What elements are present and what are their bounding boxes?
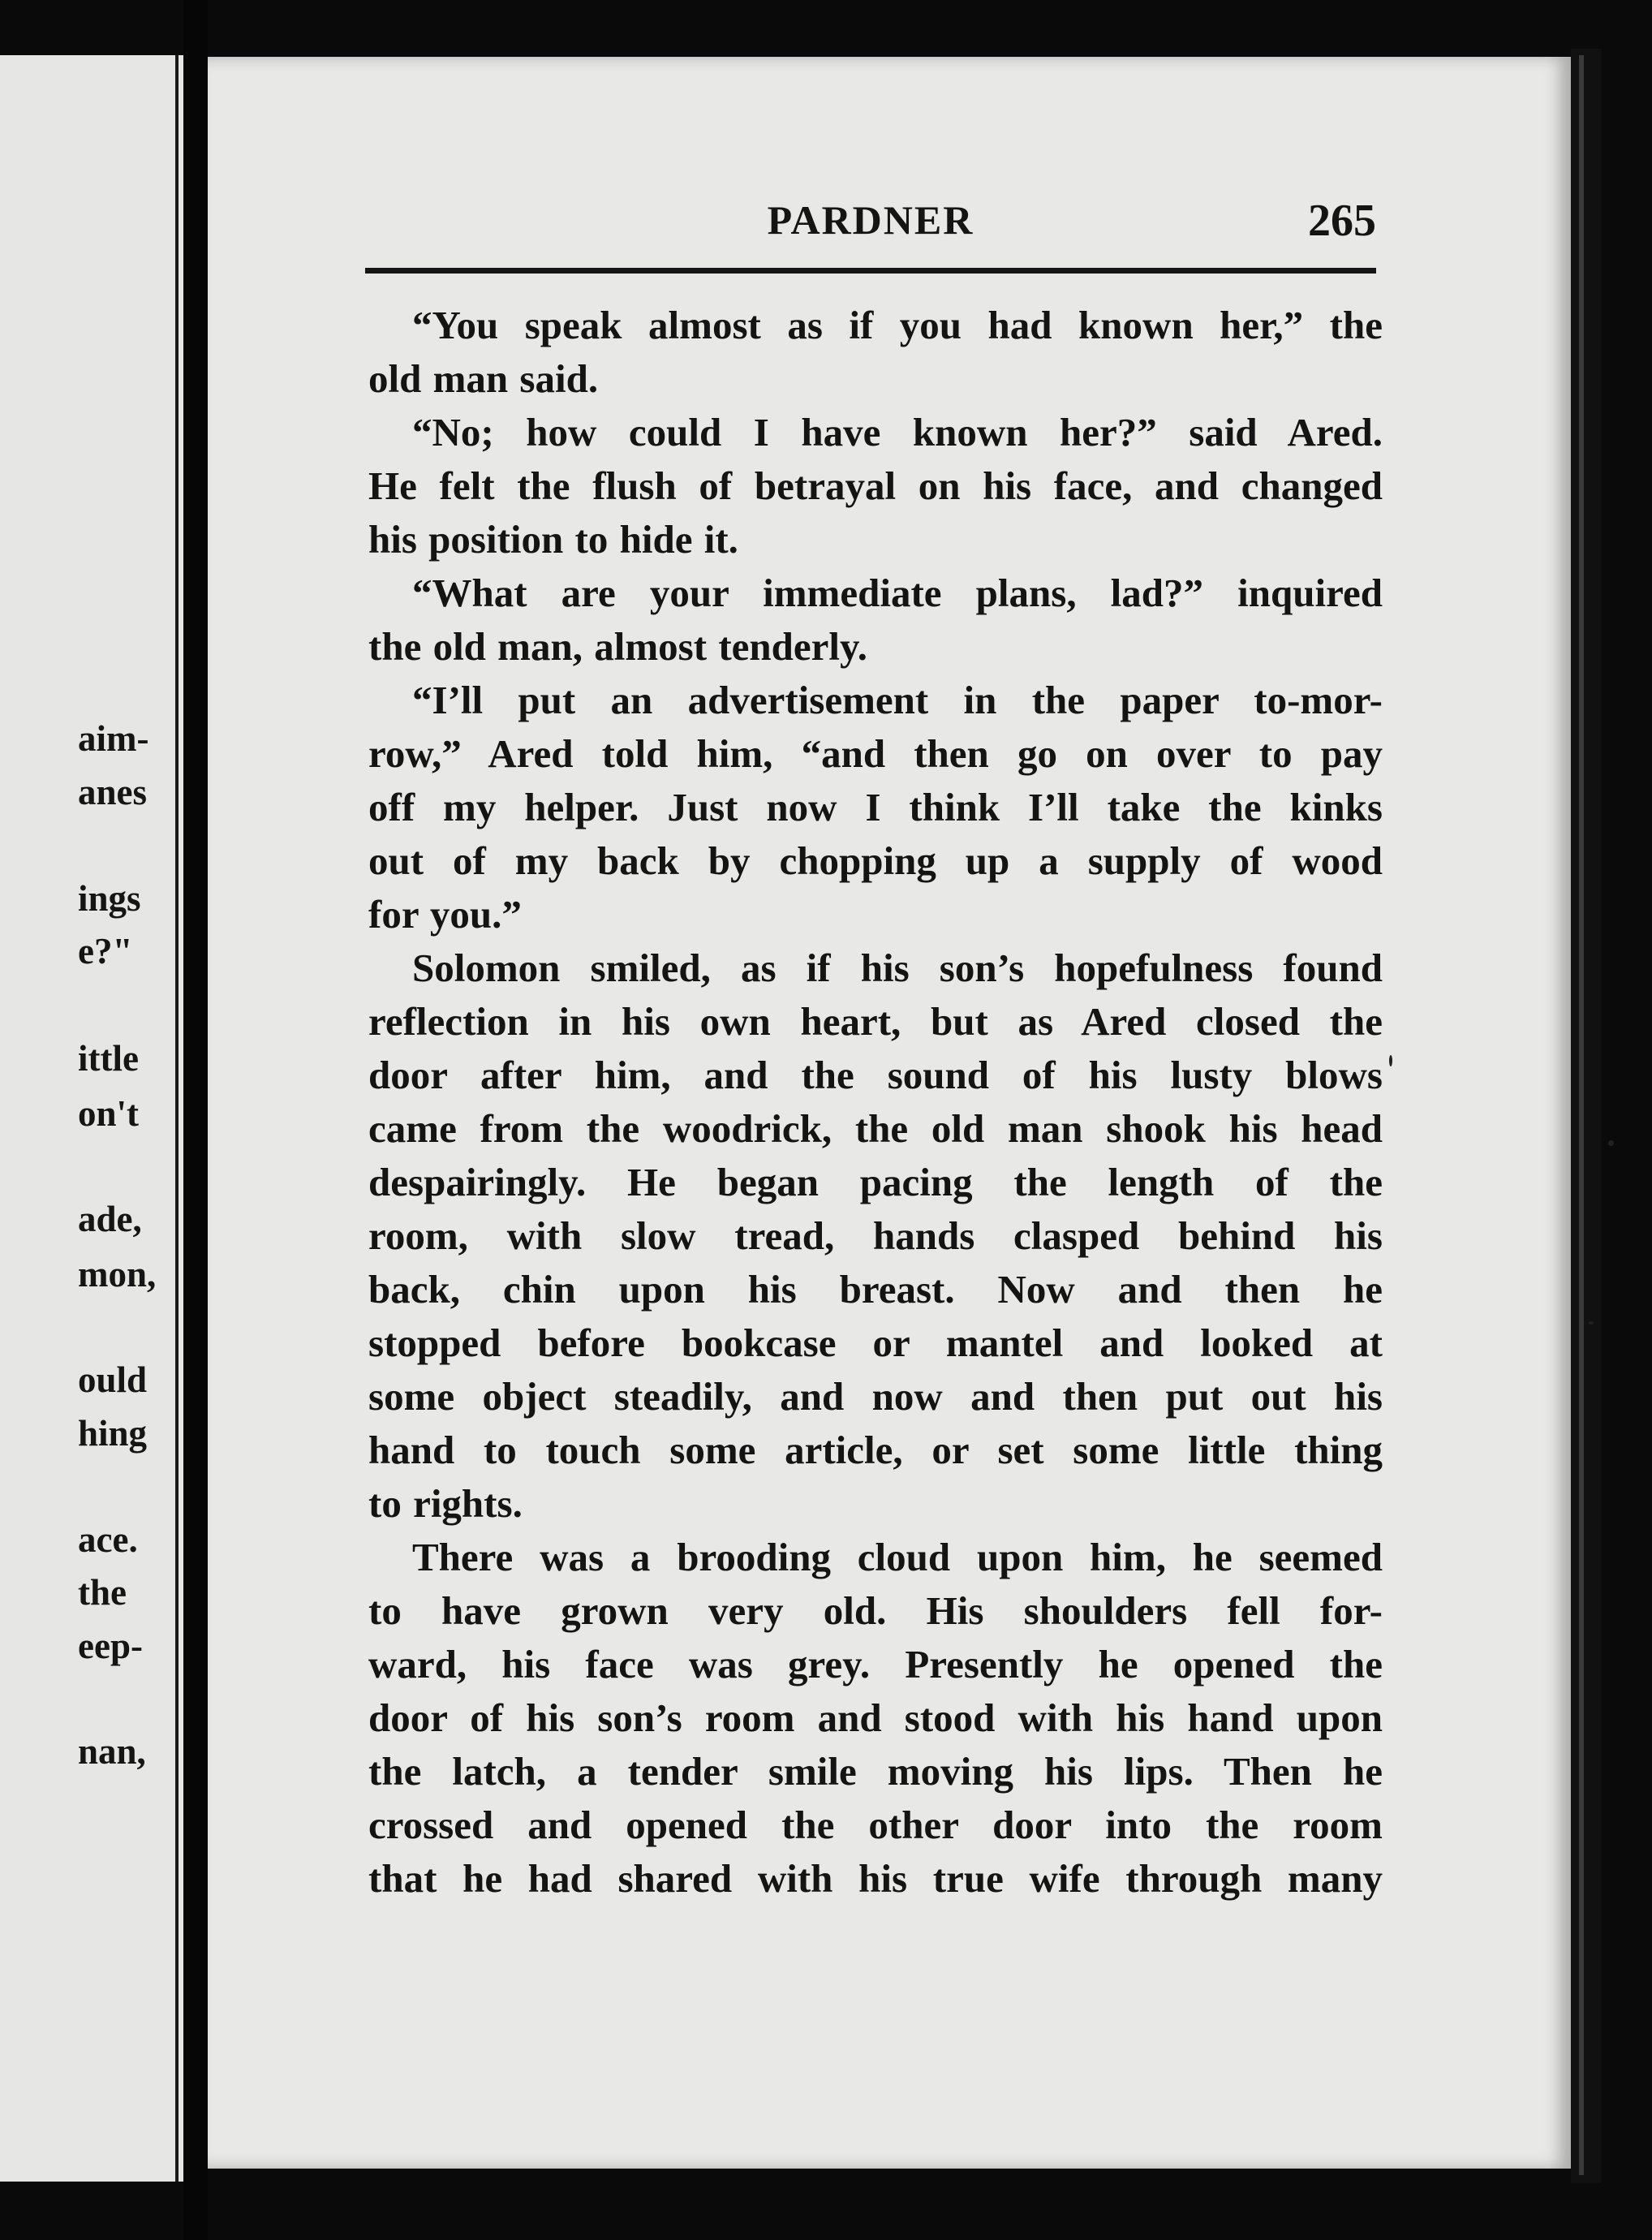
facing-page-left (0, 55, 183, 2182)
book-gutter (183, 0, 208, 2240)
text-line: despairingly. He began pacing the length of the (368, 1160, 1383, 1204)
facing-page-fragment: ould (78, 1359, 148, 1400)
text-line: stopped before bookcase or mantel and looked at (368, 1320, 1383, 1365)
text-line: “I’ll put an advertisement in the paper to-mor- (412, 678, 1383, 722)
text-line: He felt the flush of betrayal on his face, and changed (368, 463, 1383, 508)
text-line: “No; how could I have known her?” said Ared. (412, 410, 1383, 454)
body-text (368, 299, 1383, 1906)
scan-speck (1608, 1140, 1614, 1146)
page-right-edge (1571, 49, 1602, 2183)
facing-page-fragment: nan, (78, 1731, 146, 1772)
facing-page-fragment: e?" (78, 931, 133, 971)
facing-page-fragment: the (78, 1572, 127, 1613)
text-line: that he had shared with his true wife through many (368, 1856, 1383, 1901)
facing-page-edge (175, 55, 179, 2182)
facing-page-fragment: anes (78, 772, 148, 812)
text-line: out of my back by chopping up a supply of wood (368, 838, 1383, 883)
text-line: “What are your immediate plans, lad?” inquired (412, 571, 1383, 615)
text-line: There was a brooding cloud upon him, he seemed (412, 1535, 1383, 1579)
text-line: to have grown very old. His shoulders fell for- (368, 1588, 1383, 1633)
facing-page-fragment: mon, (78, 1254, 157, 1294)
page-header (365, 196, 1376, 253)
text-line: came from the woodrick, the old man shook his head (368, 1106, 1383, 1151)
text-line: ward, his face was grey. Presently he opened the (368, 1642, 1383, 1686)
text-line: the old man, almost tenderly. (368, 624, 868, 669)
facing-page-fragment: aim- (78, 718, 149, 759)
text-line: hand to touch some article, or set some little thing (368, 1428, 1383, 1472)
text-line: for you.” (368, 892, 522, 937)
text-line: to rights. (368, 1481, 523, 1526)
text-line: off my helper. Just now I think I’ll take the kinks (368, 785, 1383, 829)
text-line: reflection in his own heart, but as Ared closed the (368, 999, 1383, 1044)
scan-speck (1589, 1321, 1594, 1325)
page-number: 265 (1308, 196, 1376, 246)
text-line: Solomon smiled, as if his son’s hopefulness found (412, 946, 1383, 990)
facing-page-fragment: eep- (78, 1626, 143, 1666)
text-line: back, chin upon his breast. Now and then he (368, 1267, 1383, 1312)
text-line: crossed and opened the other door into the room (368, 1803, 1383, 1847)
text-line: the latch, a tender smile moving his lips. Then he (368, 1749, 1383, 1794)
page-right-edge-shadow (1579, 55, 1584, 2175)
text-line: his position to hide it. (368, 517, 738, 562)
text-line: door after him, and the sound of his lusty blows (368, 1053, 1383, 1097)
facing-page-fragment: ace. (78, 1519, 138, 1560)
text-line: row,” Ared told him, “and then go on over to pay (368, 731, 1383, 776)
header-rule (365, 268, 1376, 274)
text-line: some object steadily, and now and then put out his (368, 1374, 1383, 1419)
facing-page-fragment: ade, (78, 1199, 142, 1239)
text-line: room, with slow tread, hands clasped behind his (368, 1213, 1383, 1258)
text-line: door of his son’s room and stood with his hand upon (368, 1695, 1383, 1740)
text-line: old man said. (368, 356, 599, 401)
facing-page-fragment: ittle (78, 1038, 139, 1079)
scan-speck (1389, 1055, 1392, 1066)
text-line: “You speak almost as if you had known her,” the (412, 303, 1383, 347)
facing-page-fragment: hing (78, 1413, 148, 1454)
facing-page-fragment: ings (78, 878, 141, 919)
running-head: PARDNER (767, 197, 974, 243)
facing-page-fragment: on't (78, 1093, 140, 1134)
